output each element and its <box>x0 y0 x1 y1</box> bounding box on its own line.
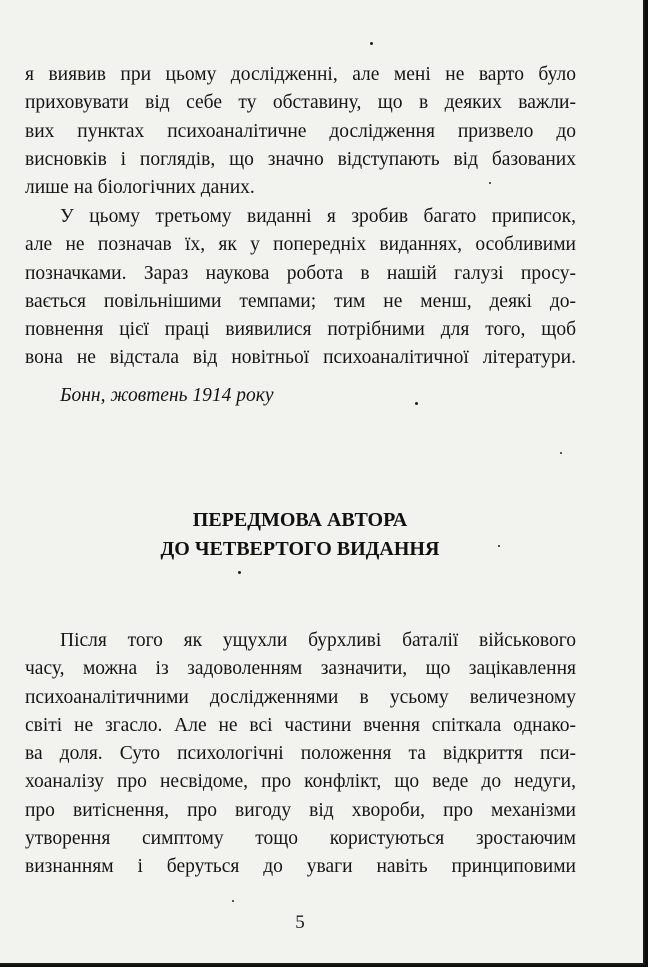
text-line: часу, можна із задоволенням зазначити, що зацікавлення <box>25 658 576 680</box>
text-line: У цьому третьому виданні я зробив багато приписок, <box>60 206 576 227</box>
text-line: психоаналітичними дослідженнями в усьому величезному <box>25 686 576 708</box>
text-line: я виявив при цьому дослідженні, але мені не варто було <box>25 64 576 85</box>
text-line: ва доля. Суто психологічні положення та відкриття пси- <box>25 743 576 765</box>
scan-speck <box>498 545 500 547</box>
section-heading <box>0 506 600 564</box>
text-line: хоаналізу про несвідоме, про конфлікт, що веде до недуги, <box>25 771 576 793</box>
text-line: Після того як ущухли бурхливі баталії військового <box>60 630 576 651</box>
text-line: лише на біологічних даних. <box>25 177 255 199</box>
scan-speck <box>238 571 241 574</box>
paragraph-fourth-edition <box>25 627 576 882</box>
heading-line-1: ПЕРЕДМОВА АВТОРА <box>192 509 408 531</box>
page-number: 5 <box>295 912 305 933</box>
text-line: повнення цієї праці виявилися потрібними для того, щоб <box>25 319 576 341</box>
text-line: позначками. Зараз наукова робота в нашій галузі просу- <box>25 262 576 284</box>
scan-speck <box>232 900 234 902</box>
text-line: вона не відстала від новітньої психоаналітичної літератури. <box>25 347 576 369</box>
text-line: світі не згасло. Але не всі частини вчення спіткала однако- <box>25 714 576 736</box>
text-line: про витіснення, про вигоду від хвороби, про механізми <box>25 799 576 821</box>
heading-line-2: ДО ЧЕТВЕРТОГО ВИДАННЯ <box>160 538 440 560</box>
scan-speck <box>560 452 562 454</box>
text-line: але не позначав їх, як у попередніх виданнях, особливими <box>25 234 576 256</box>
scan-speck <box>489 182 491 184</box>
text-line: вається повільнішими темпами; тим не менш, деякі до- <box>25 290 576 312</box>
text-line: висновків і поглядів, що значно відступають від базованих <box>25 148 576 170</box>
scan-speck <box>370 42 373 45</box>
text-line: приховувати від себе ту обставину, що в деяких важли- <box>25 92 576 114</box>
text-line: визнанням і беруться до уваги навіть принциповими <box>25 856 576 878</box>
text-line: вих пунктах психоаналітичне дослідження призвело до <box>25 120 576 142</box>
text-line: утворення симптому тощо користуються зростаючим <box>25 828 576 850</box>
paragraph-third-edition <box>25 203 576 373</box>
scan-speck <box>415 402 418 405</box>
paragraph-continuation <box>25 61 576 202</box>
signature-line: Бонн, жовтень 1914 року <box>60 385 274 406</box>
